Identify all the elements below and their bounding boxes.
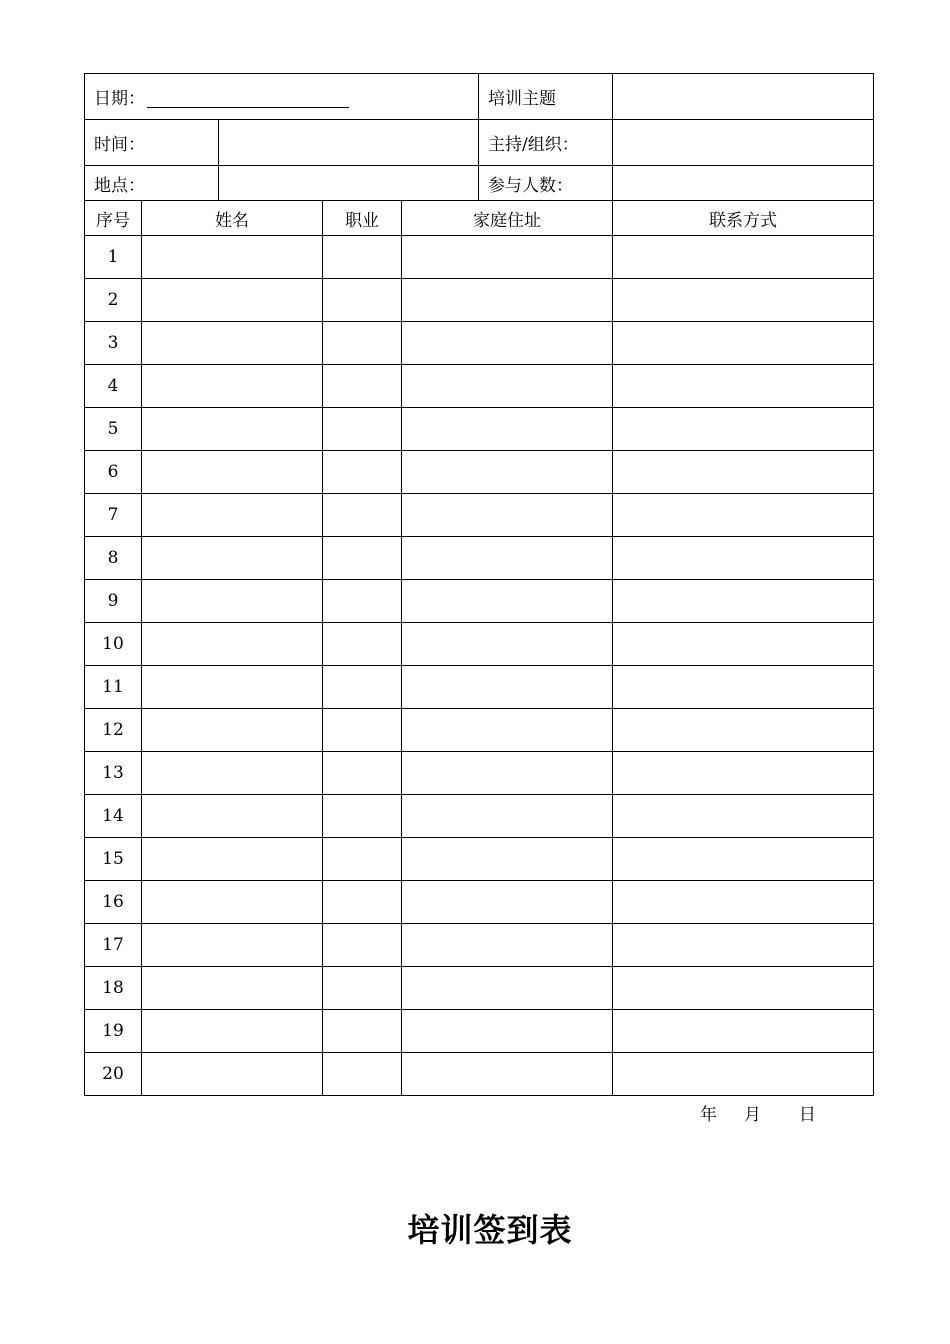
row-number: 3 [85,322,142,365]
job-cell[interactable] [323,666,402,709]
contact-cell[interactable] [613,752,874,795]
address-cell[interactable] [402,709,613,752]
count-label: 参与人数： [479,166,613,201]
contact-cell[interactable] [613,666,874,709]
job-cell[interactable] [323,967,402,1010]
contact-cell[interactable] [613,236,874,279]
date-label: 日期： [94,89,145,109]
sign-in-form [84,73,874,1096]
host-value-cell[interactable] [613,120,874,166]
job-cell[interactable] [323,1053,402,1096]
name-cell[interactable] [142,365,323,408]
row-number: 11 [85,666,142,709]
address-cell[interactable] [402,666,613,709]
time-value-cell[interactable] [219,120,479,166]
job-cell[interactable] [323,795,402,838]
date-underline [147,106,349,108]
address-cell[interactable] [402,494,613,537]
table-row [85,666,874,709]
table-row [85,623,874,666]
job-cell[interactable] [323,924,402,967]
table-row [85,924,874,967]
contact-cell[interactable] [613,408,874,451]
address-cell[interactable] [402,752,613,795]
contact-cell[interactable] [613,795,874,838]
address-cell[interactable] [402,924,613,967]
time-label: 时间： [85,120,219,166]
address-cell[interactable] [402,1010,613,1053]
col-header-address: 家庭住址 [402,201,613,236]
name-cell[interactable] [142,494,323,537]
col-header-name: 姓名 [142,201,323,236]
name-cell[interactable] [142,1010,323,1053]
name-cell[interactable] [142,1053,323,1096]
table-row [85,1010,874,1053]
col-header-no: 序号 [85,201,142,236]
contact-cell[interactable] [613,451,874,494]
address-cell[interactable] [402,967,613,1010]
col-header-contact: 联系方式 [613,201,874,236]
job-cell[interactable] [323,838,402,881]
contact-cell[interactable] [613,838,874,881]
contact-cell[interactable] [613,967,874,1010]
address-cell[interactable] [402,408,613,451]
name-cell[interactable] [142,236,323,279]
contact-cell[interactable] [613,494,874,537]
name-cell[interactable] [142,967,323,1010]
contact-cell[interactable] [613,881,874,924]
row-number: 8 [85,537,142,580]
job-cell[interactable] [323,537,402,580]
host-label: 主持/组织： [479,120,613,166]
address-cell[interactable] [402,580,613,623]
job-cell[interactable] [323,322,402,365]
row-number: 17 [85,924,142,967]
document-title: 培训签到表 [407,1211,573,1249]
place-value-cell[interactable] [219,166,479,201]
address-cell[interactable] [402,322,613,365]
row-number: 10 [85,623,142,666]
table-row [85,967,874,1010]
row-number: 7 [85,494,142,537]
address-cell[interactable] [402,537,613,580]
contact-cell[interactable] [613,537,874,580]
table-row [85,451,874,494]
name-cell[interactable] [142,881,323,924]
job-cell[interactable] [323,709,402,752]
name-cell[interactable] [142,795,323,838]
address-cell[interactable] [402,838,613,881]
row-number: 13 [85,752,142,795]
table-row [85,1053,874,1096]
date-topic-row [85,74,874,120]
name-cell[interactable] [142,451,323,494]
row-number: 20 [85,1053,142,1096]
table-row [85,494,874,537]
row-number: 2 [85,279,142,322]
address-cell[interactable] [402,795,613,838]
table-row [85,408,874,451]
job-cell[interactable] [323,752,402,795]
address-cell[interactable] [402,365,613,408]
topic-label: 培训主题 [479,74,613,120]
job-cell[interactable] [323,580,402,623]
address-cell[interactable] [402,279,613,322]
contact-cell[interactable] [613,709,874,752]
row-number: 6 [85,451,142,494]
job-cell[interactable] [323,494,402,537]
contact-cell[interactable] [613,1053,874,1096]
table-row [85,365,874,408]
contact-cell[interactable] [613,279,874,322]
name-cell[interactable] [142,666,323,709]
name-cell[interactable] [142,709,323,752]
name-cell[interactable] [142,623,323,666]
col-header-job: 职业 [323,201,402,236]
name-cell[interactable] [142,838,323,881]
name-cell[interactable] [142,537,323,580]
job-cell[interactable] [323,881,402,924]
job-cell[interactable] [323,408,402,451]
job-cell[interactable] [323,279,402,322]
address-cell[interactable] [402,881,613,924]
row-number: 14 [85,795,142,838]
place-count-row [85,166,874,201]
name-cell[interactable] [142,279,323,322]
address-cell[interactable] [402,236,613,279]
contact-cell[interactable] [613,623,874,666]
table-row [85,580,874,623]
time-host-row [85,120,874,166]
topic-value-cell[interactable] [613,74,874,120]
row-number: 18 [85,967,142,1010]
row-number: 1 [85,236,142,279]
table-row [85,322,874,365]
table-row [85,795,874,838]
address-cell[interactable] [402,623,613,666]
job-cell[interactable] [323,623,402,666]
table-row [85,236,874,279]
contact-cell[interactable] [613,322,874,365]
job-cell[interactable] [323,365,402,408]
table-row [85,279,874,322]
name-cell[interactable] [142,752,323,795]
row-number: 12 [85,709,142,752]
table-row [85,838,874,881]
contact-cell[interactable] [613,365,874,408]
row-number: 4 [85,365,142,408]
job-cell[interactable] [323,451,402,494]
count-value-cell[interactable] [613,166,874,201]
name-cell[interactable] [142,924,323,967]
contact-cell[interactable] [613,924,874,967]
name-cell[interactable] [142,408,323,451]
contact-cell[interactable] [613,1010,874,1053]
table-row [85,537,874,580]
table-row [85,752,874,795]
row-number: 9 [85,580,142,623]
table-row [85,709,874,752]
row-number: 16 [85,881,142,924]
date-cell[interactable] [85,74,479,120]
row-number: 19 [85,1010,142,1053]
row-number: 5 [85,408,142,451]
contact-cell[interactable] [613,580,874,623]
job-cell[interactable] [323,1010,402,1053]
row-number: 15 [85,838,142,881]
address-cell[interactable] [402,451,613,494]
job-cell[interactable] [323,236,402,279]
column-header-row [85,201,874,236]
name-cell[interactable] [142,322,323,365]
name-cell[interactable] [142,580,323,623]
sign-date: 年 月 日 [700,1105,816,1125]
address-cell[interactable] [402,1053,613,1096]
table-row [85,881,874,924]
place-label: 地点： [85,166,219,201]
